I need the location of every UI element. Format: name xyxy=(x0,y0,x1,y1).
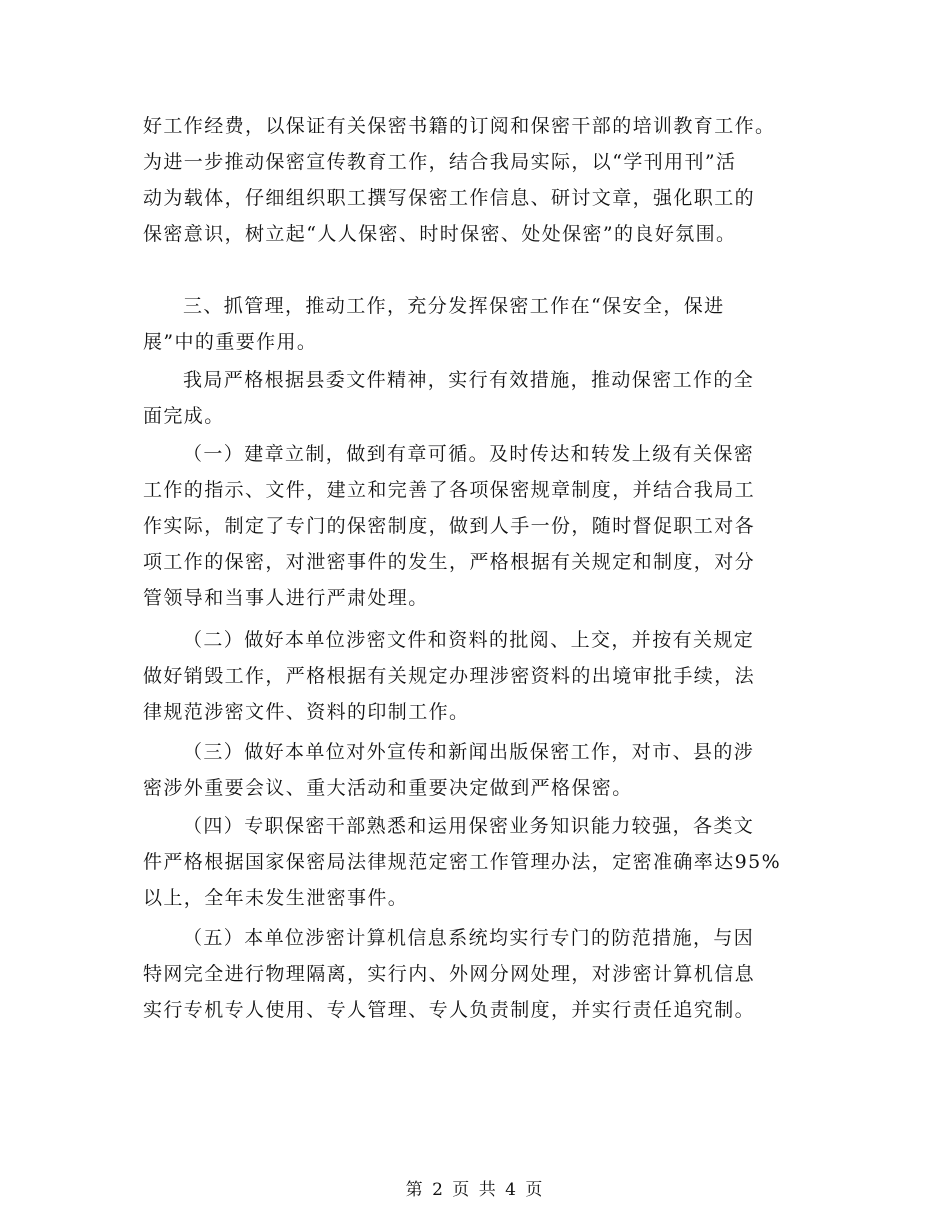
section-heading-three xyxy=(143,288,813,360)
text-line: 以上，全年未发生泄密事件。 xyxy=(143,887,409,909)
text-line: 项工作的保密，对泄密事件的发生，严格根据有关规定和制度，对分 xyxy=(143,551,756,573)
paragraph-item-2 xyxy=(143,622,813,730)
text-line: 我局严格根据县委文件精神，实行有效措施，推动保密工作的全 xyxy=(183,369,755,391)
paragraph-funding xyxy=(143,108,813,252)
text-line: 三、抓管理，推动工作，充分发挥保密工作在“保安全，保进 xyxy=(183,295,725,317)
text-line: （一）建章立制，做到有章可循。及时传达和转发上级有关保密 xyxy=(183,443,755,465)
paragraph-item-3 xyxy=(143,734,813,806)
text-line: 件严格根据国家保密局法律规范定密工作管理办法，定密准确率达95% xyxy=(143,851,782,873)
text-line: 为进一步推动保密宣传教育工作，结合我局实际，以“学刊用刊”活 xyxy=(143,151,737,173)
paragraph-item-5 xyxy=(143,920,813,1028)
text-line: 工作的指示、文件，建立和完善了各项保密规章制度，并结合我局工 xyxy=(143,479,756,501)
text-line: 做好销毁工作，严格根据有关规定办理涉密资料的出境审批手续，法 xyxy=(143,665,756,687)
text-line: 密涉外重要会议、重大活动和重要决定做到严格保密。 xyxy=(143,777,633,799)
text-line: 特网完全进行物理隔离，实行内、外网分网处理，对涉密计算机信息 xyxy=(143,963,756,985)
text-line: 保密意识，树立起“人人保密、时时保密、处处保密”的良好氛围。 xyxy=(143,223,737,245)
text-line: 实行专机专人使用、专人管理、专人负责制度，并实行责任追究制。 xyxy=(143,999,756,1021)
text-line: 面完成。 xyxy=(143,405,225,427)
paragraph-intro xyxy=(143,362,813,434)
text-line: 展”中的重要作用。 xyxy=(143,331,318,353)
text-line: 律规范涉密文件、资料的印制工作。 xyxy=(143,701,470,723)
page-number-footer: 第 2 页 共 4 页 xyxy=(405,1180,545,1200)
text-line: （四）专职保密干部熟悉和运用保密业务知识能力较强，各类文 xyxy=(183,815,755,837)
text-line: （三）做好本单位对外宣传和新闻出版保密工作，对市、县的涉 xyxy=(183,741,755,763)
text-line: 动为载体，仔细组织职工撰写保密工作信息、研讨文章，强化职工的 xyxy=(143,187,756,209)
text-line: （五）本单位涉密计算机信息系统均实行专门的防范措施，与因 xyxy=(183,927,755,949)
paragraph-item-1 xyxy=(143,436,813,616)
text-line: 作实际，制定了专门的保密制度，做到人手一份，随时督促职工对各 xyxy=(143,515,756,537)
paragraph-item-4 xyxy=(143,808,813,916)
text-line: 好工作经费，以保证有关保密书籍的订阅和保密干部的培训教育工作。 xyxy=(143,115,776,137)
text-line: 管领导和当事人进行严肃处理。 xyxy=(143,587,429,609)
text-line: （二）做好本单位涉密文件和资料的批阅、上交，并按有关规定 xyxy=(183,629,755,651)
